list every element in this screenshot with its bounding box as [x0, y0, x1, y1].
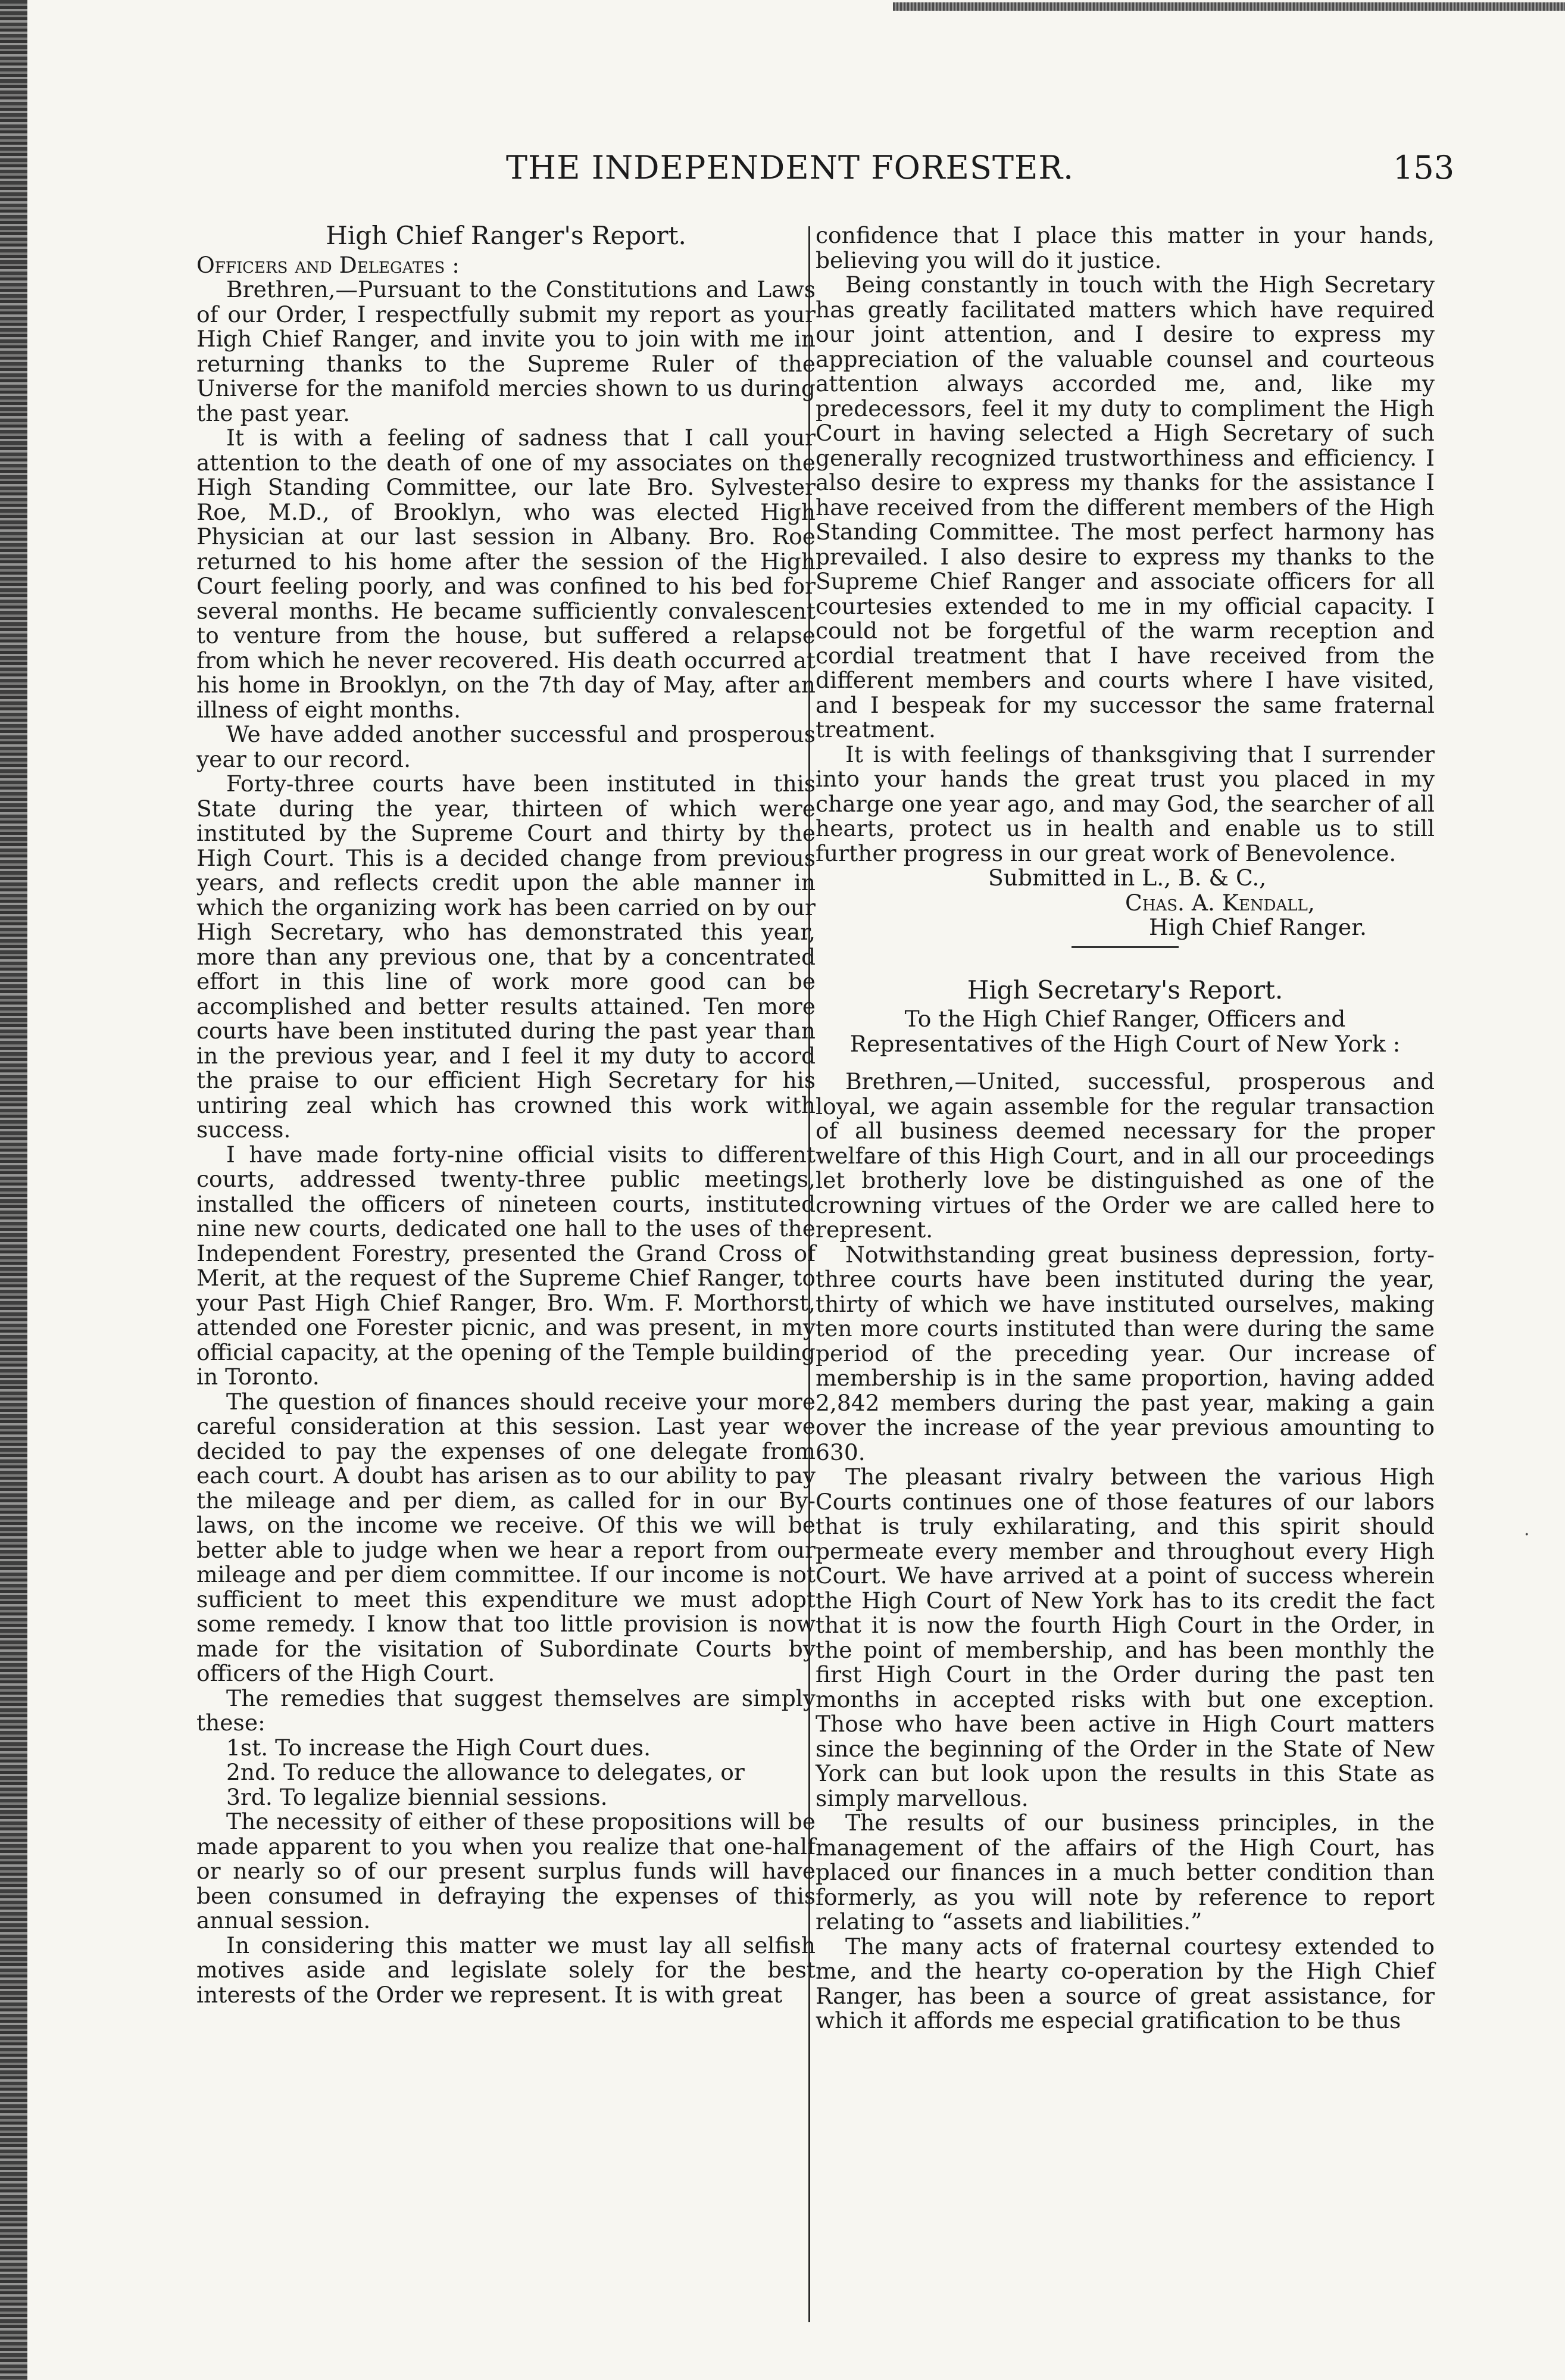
binding-edge — [0, 0, 27, 2380]
page-number: 153 — [1393, 149, 1455, 186]
section-separator-rule — [1072, 946, 1179, 948]
paragraph: We have added another successful and prosperous year to our record. — [196, 721, 816, 772]
journal-title: THE INDEPENDENT FORESTER. — [506, 149, 1074, 186]
paragraph: Brethren,—Pursuant to the Constitutions and Laws of our Order, I respectfully submit my report as your High Chief Ranger, and invite you to join with me in returning thanks to the Supreme Ruler of the Universe for the manifold mercies shown to us during the past year. — [196, 276, 816, 426]
paragraph: I have made forty-nine official visits to different courts, addressed twenty-three public meetings, installed the officers of nineteen courts, instituted nine new courts, dedicated one hall to the uses of the Independent Forestry, presented the Grand Cross of Merit, at the request of the Supreme Chief Ranger, to your Past High Chief Ranger, Bro. Wm. F. Morthorst, attended one Forester picnic, and was present, in my official capacity, at the opening of the Temple building in Toronto. — [196, 1141, 816, 1390]
paragraph: Being constantly in touch with the High Secretary has greatly facilitated matters which have required our joint attention, and I desire to express my appreciation of the valuable counsel and courteous attention always accorded me, and, like my predecessors, feel it my duty to compliment the High Court in having selected a High Secretary of such generally recognized trustworthiness and efficiency. I also desire to express my thanks for the assistance I have received from the different members of the High Standing Committee. The most perfect harmony has prevailed. I also desire to express my thanks to the Supreme Chief Ranger and associate officers for all courtesies extended to me in my official capacity. I could not be forgetful of the warm reception and cordial treatment that I have received from the different members and courts where I have visited, and I bespeak for my successor the same fraternal treatment. — [816, 272, 1435, 743]
right-column — [816, 223, 1435, 2033]
remedy-list-item: 3rd. To legalize biennial sessions. — [226, 1783, 608, 1810]
salutation: Officers and Delegates : — [196, 251, 460, 278]
paragraph: The necessity of either of these propositions will be made apparent to you when you realize that one-half or nearly so of our present surplus funds will have been consumed in defraying the expenses of this annual session. — [196, 1808, 816, 1933]
page-header — [0, 149, 1565, 196]
paragraph: The remedies that suggest themselves are simply these: — [196, 1685, 816, 1736]
section-heading-hcr-report: High Chief Ranger's Report. — [326, 221, 686, 250]
paragraph-continued: confidence that I place this matter in your hands, believing you will do it justice. — [816, 222, 1435, 273]
paragraph: The many acts of fraternal courtesy extended to me, and the hearty co-operation by the High Chief Ranger, has been a source of great assistance, for which it affords me especial gratification to be thus — [816, 1933, 1435, 2033]
top-edge-rule — [893, 2, 1565, 11]
signature-submitted: Submitted in L., B. & C., — [988, 865, 1267, 891]
signature-title: High Chief Ranger. — [1149, 914, 1367, 940]
paragraph: It is with a feeling of sadness that I call your attention to the death of one of my associates on the High Standing Committee, our late Bro. Sylvester Roe, M.D., of Brooklyn, who was elected High Physician at our last session in Albany. Bro. Roe returned to his home after the session of the High Court feeling poorly, and was confined to his bed for several months. He became sufficiently convalescent to venture from the house, but suffered a relapse from which he never recovered. His death occurred at his home in Brooklyn, on the 7th day of May, after an illness of eight months. — [196, 425, 816, 723]
paragraph: Brethren,—United, successful, prosperous and loyal, we again assemble for the regular transaction of all business deemed necessary for the proper welfare of this High Court, and in all our proceedings let brotherly love be distinguished as one of the crowning virtues of the Order we are called here to represent. — [816, 1068, 1435, 1243]
signature-name: Chas. A. Kendall, — [1125, 889, 1315, 916]
paragraph: In considering this matter we must lay all selfish motives aside and legislate solely for the best interests of the Order we represent. It is with great — [196, 1932, 816, 2008]
left-column — [196, 223, 816, 2007]
stray-mark: · — [1524, 1524, 1530, 1545]
addressee: To the High Chief Ranger, Officers and Representatives of the High Court of New York : — [849, 1006, 1401, 1057]
paragraph: The results of our business principles, in the management of the affairs of the High Court, has placed our finances in a much better condition than formerly, as you will note by reference to report relating to “assets and liabilities.” — [816, 1810, 1435, 1935]
paragraph: The pleasant rivalry between the various High Courts continues one of those features of our labors that is truly exhilarating, and this spirit should permeate every member and throughout every High Court. We have arrived at a point of success wherein the High Court of New York has to its credit the fact that it is now the fourth High Court in the Order, in the point of membership, and has been monthly the first High Court in the Order during the past ten months in accepted risks with but one exception. Those who have been active in High Court matters since the beginning of the Order in the State of New York can but look upon the results in this State as simply marvellous. — [816, 1464, 1435, 1811]
remedy-list-item: 2nd. To reduce the allowance to delegates, or — [226, 1759, 745, 1785]
paragraph: The question of finances should receive your more careful consideration at this session. Last year we decided to pay the expenses of one delegate from each court. A doubt has arisen as to our ability to pay the mileage and per diem, as called for in our By-laws, on the income we receive. Of this we will be better able to judge when we hear a report from our mileage and per diem committee. If our income is not sufficient to meet this expenditure we must adopt some remedy. I know that too little provision is now made for the visitation of Subordinate Courts by officers of the High Court. — [196, 1388, 816, 1686]
section-heading-hs-report: High Secretary's Report. — [967, 975, 1283, 1005]
paragraph: Forty-three courts have been instituted in this State during the year, thirteen of which were instituted by the Supreme Court and thirty by the High Court. This is a decided change from previous years, and reflects credit upon the able manner in which the organizing work has been carried on by our High Secretary, who has demonstrated this year, more than any previous one, that by a concentrated effort in this line of work more good can be accomplished and better results attained. Ten more courts have been instituted during the past year than in the previous year, and I feel it my duty to accord the praise to our efficient High Secretary for his untiring zeal which has crowned this work with success. — [196, 771, 816, 1143]
remedy-list-item: 1st. To increase the High Court dues. — [226, 1734, 651, 1761]
paragraph: Notwithstanding great business depression, forty-three courts have been instituted during the year, thirty of which we have instituted ourselves, making ten more courts instituted than were during the same period of the preceding year. Our increase of membership is in the same proportion, having added 2,842 members during the past year, making a gain over the increase of the year previous amounting to 630. — [816, 1241, 1435, 1465]
paragraph: It is with feelings of thanksgiving that I surrender into your hands the great trust you placed in my charge one year ago, and may God, the searcher of all hearts, protect us in health and enable us to still further progress in our great work of Benevolence. — [816, 741, 1435, 866]
